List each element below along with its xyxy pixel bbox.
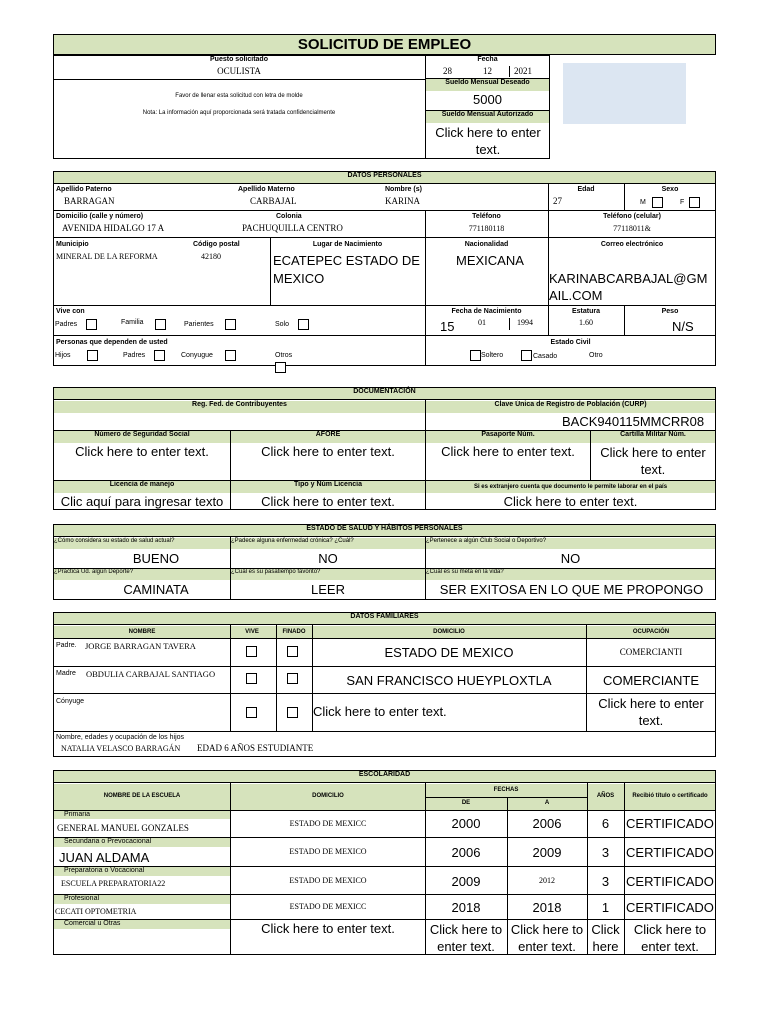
afore-label: AFORE [231,431,425,443]
hijos-label: Nombre, edades y ocupación de los hijos [56,734,185,741]
conyuge-vive-checkbox[interactable] [246,707,257,718]
dep-hijos-checkbox[interactable] [87,350,98,361]
madre-ocupacion-field[interactable]: COMERCIANTE [602,673,700,688]
peso-label: Peso [661,308,679,315]
licencia-label: Licencia de manejo [54,481,230,493]
fecha-nac-label: Fecha de Nacimiento [451,308,522,315]
esc-h-domicilio: DOMICILIO [312,793,344,799]
vive-parientes-label: Parientes [184,321,214,328]
domicilio-label: Domicilio (calle y número) [56,213,144,220]
sexo-m-label: M [640,199,646,206]
nss-label: Número de Seguridad Social [54,431,230,443]
form-title-bar: SOLICITUD DE EMPLEO [53,34,716,55]
esc-row-titulo[interactable]: CERTIFICADO [626,874,714,889]
vive-con-label: Vive con [56,308,85,315]
esc-row-anios[interactable]: 1 [601,900,610,915]
vive-parientes-checkbox[interactable] [225,319,236,330]
sueldo-deseado-label: Sueldo Mensual Deseado [426,79,549,91]
esc-h-titulo: Recibió título o certificado [632,793,708,799]
a6-field[interactable]: SER EXITOSA EN LO QUE ME PROPONGO [439,582,704,597]
dep-conyugue-checkbox[interactable] [225,350,236,361]
sexo-label: Sexo [661,186,679,193]
dep-hijos-label: Hijos [55,352,71,359]
lugar-nac-field[interactable]: ECATEPEC ESTADO DE MEXICO [273,253,420,286]
fam-h-finado: FINADO [282,629,306,635]
salud-title: ESTADO DE SALUD Y HÁBITOS PERSONALES [54,525,715,537]
pasaporte-field[interactable]: Click here to enter text. [441,444,575,459]
edad-label: Edad [577,186,595,193]
estatura-label: Estatura [571,308,600,315]
rfc-label: Reg. Fed. de Contribuyentes [54,401,425,413]
esc-row-domicilio[interactable]: ESTADO DE MEXICC [289,819,367,828]
esc-row-titulo[interactable]: CERTIFICADO [626,816,714,831]
fecha-dia[interactable]: 28 [443,66,452,76]
celular-field[interactable]: 77118011& [613,224,651,233]
esc-row-titulo[interactable]: Click here to enter text. [633,922,707,954]
q5-label: ¿Cuál es su pasatiempo favorito? [231,569,425,580]
pasaporte-label: Pasaporte Núm. [426,431,590,443]
conyuge-label: Cónyuge [56,698,85,705]
vive-familia-label: Familia [121,319,144,326]
sexo-f-label: F [680,199,685,206]
vive-solo-checkbox[interactable] [298,319,309,330]
esc-row-escuela[interactable]: GENERAL MANUEL GONZALES [57,823,189,833]
escolaridad-title: ESCOLARIDAD [54,771,715,783]
padre-prefix: Padre. [56,642,77,649]
madre-vive-checkbox[interactable] [246,673,257,684]
esc-row-a[interactable]: 2006 [532,816,562,831]
q1-label: ¿Cómo considera su estado de salud actual? [54,538,230,549]
nacionalidad-field[interactable]: MEXICANA [456,253,524,268]
esc-row-de[interactable]: 2000 [451,816,481,831]
licencia-field[interactable]: Clic aquí para ingresar texto [60,494,224,509]
hijos-field[interactable]: NATALIA VELASCO BARRAGÁN [61,744,181,753]
curp-field[interactable]: BACK940115MMCRR08 [562,414,705,429]
esc-row-a[interactable]: Click here to enter text. [510,922,584,954]
esc-row-titulo[interactable]: CERTIFICADO [626,845,714,860]
extranjero-label: Si es extranjero cuenta que documento le permite laborar en el país [426,481,715,493]
apellido-materno-field[interactable]: CARBAJAL [250,196,297,206]
a1-field[interactable]: BUENO [132,551,180,566]
tipo-licencia-field[interactable]: Click here to enter text. [261,494,395,509]
vive-padres-checkbox[interactable] [86,319,97,330]
sueldo-autorizado-field[interactable]: Click here to enter text. [435,125,541,157]
esc-row-nivel: Secundaria o Prevocacional [64,838,152,845]
vive-familia-checkbox[interactable] [155,319,166,330]
dep-otros-checkbox[interactable] [275,362,286,373]
apellido-materno-label: Apellido Materno [238,186,295,193]
esc-row-escuela[interactable]: CECATI OPTOMETRIA [55,907,137,916]
esc-row-a[interactable]: 2018 [532,900,562,915]
celular-label: Teléfono (celular) [603,213,661,220]
colonia-label: Colonia [276,213,302,220]
apellido-paterno-field[interactable]: BARRAGAN [64,196,115,206]
a2-field[interactable]: NO [318,551,338,566]
esc-row-nivel: Comercial u Otras [64,920,121,927]
esc-h-anios: AÑOS [596,793,615,799]
esc-row-anios[interactable]: 3 [601,845,610,860]
peso-field[interactable]: N/S [672,319,694,334]
padre-ocupacion-field[interactable]: COMERCIANTI [619,647,683,657]
a4-field[interactable]: CAMINATA [123,582,189,597]
correo-label: Correo electrónico [600,241,664,248]
esc-row-anios[interactable]: 3 [601,874,610,889]
q6-label: ¿Cuál es su meta en la vida? [426,569,715,580]
edad-field[interactable]: 27 [553,196,562,206]
nombre-field[interactable]: KARINA [385,196,420,206]
correo-field[interactable]: KARINABCARBAJAL@GMAIL.COM [549,271,708,303]
tipo-licencia-label: Tipo y Núm Licencia [231,481,425,493]
esc-row-domicilio[interactable]: ESTADO DE MEXICO [289,876,367,885]
personales-title: DATOS PERSONALES [54,172,715,184]
puesto-field[interactable]: OCULISTA [217,66,261,76]
estado-civil-label: Estado Civil [550,339,591,346]
esc-h-de: DE [461,800,471,806]
ec-casado-label: Casado [533,353,558,360]
esc-h-escuela: NOMBRE DE LA ESCUELA [103,793,181,799]
padre-nombre-field[interactable]: JORGE BARRAGAN TAVERA [85,641,196,651]
familiares-title: DATOS FAMILIARES [54,613,715,625]
estatura-field[interactable]: 1.60 [579,318,593,327]
municipio-field[interactable]: MINERAL DE LA REFORMA [56,252,158,261]
madre-prefix: Madre [56,670,76,677]
afore-field[interactable]: Click here to enter text. [261,444,395,459]
esc-row-a[interactable]: 2012 [539,876,555,885]
padre-vive-checkbox[interactable] [246,646,257,657]
esc-row-de[interactable]: 2018 [451,900,481,915]
cartilla-field[interactable]: Click here to enter text. [600,445,706,477]
esc-row-escuela[interactable]: JUAN ALDAMA [59,850,150,865]
q2-label: ¿Padece alguna enfermedad crónica? ¿Cuál? [231,538,425,549]
cp-label: Código postal [193,241,240,248]
dep-conyugue-label: Conyugue [181,352,213,359]
a5-field[interactable]: LEER [311,582,345,597]
telefono-field[interactable]: 771180118 [468,224,505,233]
fecha-anio[interactable]: 2021 [514,66,532,76]
puesto-label: Puesto solicitado [210,56,268,63]
esc-row-nivel: Preparatoria o Vocacional [64,867,145,874]
madre-domicilio-field[interactable]: SAN FRANCISCO HUEYPLOXTLA [346,673,552,688]
vive-solo-label: Solo [275,321,290,328]
sueldo-deseado-field[interactable]: 5000 [473,92,502,107]
esc-row-titulo[interactable]: CERTIFICADO [626,900,714,915]
hijos-extra-field[interactable]: EDAD 6 AÑOS ESTUDIANTE [197,743,314,753]
ec-soltero-label: Soltero [481,352,504,359]
q4-label: ¿Practica Ud. algún Deporte? [54,569,230,580]
esc-row-de[interactable]: 2006 [451,845,481,860]
fecha-nac-dia[interactable]: 15 [440,319,455,334]
nacionalidad-label: Nacionalidad [464,241,509,248]
a3-field[interactable]: NO [560,551,581,566]
sexo-m-checkbox[interactable] [652,197,663,208]
esc-row-escuela[interactable]: ESCUELA PREPARATORIA22 [61,879,166,888]
sueldo-autorizado-label: Sueldo Mensual Autorizado [426,111,549,123]
fam-h-domicilio: DOMICILIO [433,629,465,635]
colonia-field[interactable]: PACHUQUILLA CENTRO [242,223,343,233]
sexo-f-checkbox[interactable] [689,197,700,208]
fam-h-nombre: NOMBRE [128,629,156,635]
fecha-mes[interactable]: 12 [483,66,492,76]
extranjero-field[interactable]: Click here to enter text. [503,494,638,509]
ec-casado-checkbox[interactable] [521,350,532,361]
madre-finado-checkbox[interactable] [287,673,298,684]
q3-label: ¿Pertenece a algún Club Social o Deportivo? [426,538,715,549]
esc-row-domicilio[interactable]: ESTADO DE MEXICO [289,847,367,856]
apellido-paterno-label: Apellido Paterno [56,186,112,193]
conyuge-finado-checkbox[interactable] [287,707,298,718]
telefono-label: Teléfono [472,213,501,220]
ec-otro-label: Otro [589,352,603,359]
dependientes-label: Personas que dependen de usted [56,339,168,346]
esc-row-domicilio[interactable]: ESTADO DE MEXICC [289,902,367,911]
esc-h-fechas: FECHAS [493,787,519,793]
esc-h-a: A [544,800,550,806]
esc-row-de[interactable]: 2009 [451,874,481,889]
esc-row-anios[interactable]: 6 [601,816,610,831]
madre-nombre-field[interactable]: OBDULIA CARBAJAL SANTIAGO [86,669,216,679]
nombre-label: Nombre (s) [385,186,422,193]
ec-soltero-checkbox[interactable] [470,350,481,361]
dep-otros-label: Otros [275,352,293,359]
rfc-field[interactable] [54,414,425,430]
esc-row-de[interactable]: Click here to enter text. [429,922,503,954]
municipio-label: Municipio [56,241,89,248]
conyuge-domicilio-field[interactable]: Click here to enter text. [313,704,447,719]
esc-row-nivel: Primaria [64,811,91,818]
fecha-label: Fecha [477,56,498,63]
esc-row-nivel: Profesional [64,895,100,902]
esc-row-a[interactable]: 2009 [532,845,562,860]
documentacion-title: DOCUMENTACIÓN [54,388,715,400]
conyuge-ocupacion-field[interactable]: Click here to enter text. [598,696,704,728]
fam-h-vive: VIVE [245,629,259,635]
instruccion-text: Favor de llenar esta solicitud con letra de molde [175,93,303,99]
esc-row-domicilio[interactable]: Click here to enter text. [261,921,395,936]
domicilio-field[interactable]: AVENIDA HIDALGO 17 A [62,223,165,233]
fam-h-ocupacion: OCUPACIÓN [632,629,670,635]
nss-field[interactable]: Click here to enter text. [75,444,209,459]
nota-text: Nota: La información aquí proporcionada será tratada confidencialmente [142,110,336,116]
fecha-nac-anio[interactable]: 1994 [517,318,533,327]
photo-box[interactable] [563,63,686,124]
cartilla-label: Cartilla Militar Núm. [591,431,715,443]
curp-label: Clave Única de Registro de Población (CURP) [426,401,715,413]
esc-row-anios[interactable]: Click here [591,922,620,954]
lugar-nac-label: Lugar de Nacimiento [312,241,383,248]
padre-finado-checkbox[interactable] [287,646,298,657]
dep-padres-checkbox[interactable] [154,350,165,361]
fecha-nac-mes[interactable]: 01 [478,318,486,327]
vive-padres-label: Padres [55,321,78,328]
dep-padres-label: Padres [123,352,146,359]
padre-domicilio-field[interactable]: ESTADO DE MEXICO [384,645,514,660]
cp-field[interactable]: 42180 [201,252,221,261]
